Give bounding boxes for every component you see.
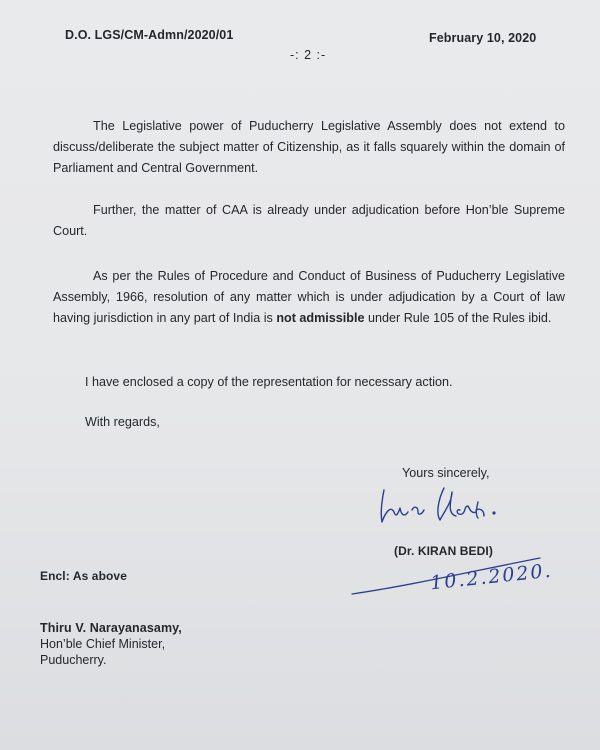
- addressee-title: Hon’ble Chief Minister,: [40, 637, 166, 651]
- page-marker: -: 2 :-: [290, 48, 327, 62]
- with-regards: With regards,: [85, 415, 160, 429]
- signature: [372, 482, 507, 532]
- paragraph-legislative-power-text: The Legislative power of Puducherry Legislative Assembly does not extend to discuss/deliberate the subject matter of Citizenship, as it falls squarely within the domain of Parliament and Central Government.: [53, 119, 565, 175]
- paragraph-caa-adjudication-text: Further, the matter of CAA is already under adjudication before Hon’ble Supreme Court.: [53, 203, 565, 238]
- handwritten-date: 10.2.2020.: [429, 559, 554, 595]
- paragraph-enclosed-copy: I have enclosed a copy of the representation for necessary action.: [85, 375, 453, 389]
- addressee-block: [40, 620, 182, 668]
- signatory-name: (Dr. KIRAN BEDI): [394, 544, 493, 558]
- paragraph-legislative-power: [53, 116, 565, 179]
- paragraph-rules-text-start: As per the Rules of Procedure and Conduct of Business of Puducherry Legislative Assembly, 1966, resolution of any matter which is under adjudication by a Court of law having jurisdiction in any part of India is: [53, 269, 565, 325]
- yours-sincerely: Yours sincerely,: [402, 466, 490, 480]
- addressee-place: Puducherry.: [40, 653, 107, 667]
- paragraph-rules-text-end: under Rule 105 of the Rules ibid.: [364, 311, 552, 325]
- enclosure-note: Encl: As above: [40, 569, 127, 583]
- paragraph-rules-of-procedure: [53, 266, 565, 329]
- addressee-name: Thiru V. Narayanasamy,: [40, 621, 182, 635]
- paragraph-caa-adjudication: [53, 200, 565, 242]
- paragraph-rules-text-bold: not admissible: [276, 311, 365, 325]
- reference-number: D.O. LGS/CM-Admn/2020/01: [65, 28, 234, 42]
- letter-date: February 10, 2020: [429, 31, 537, 45]
